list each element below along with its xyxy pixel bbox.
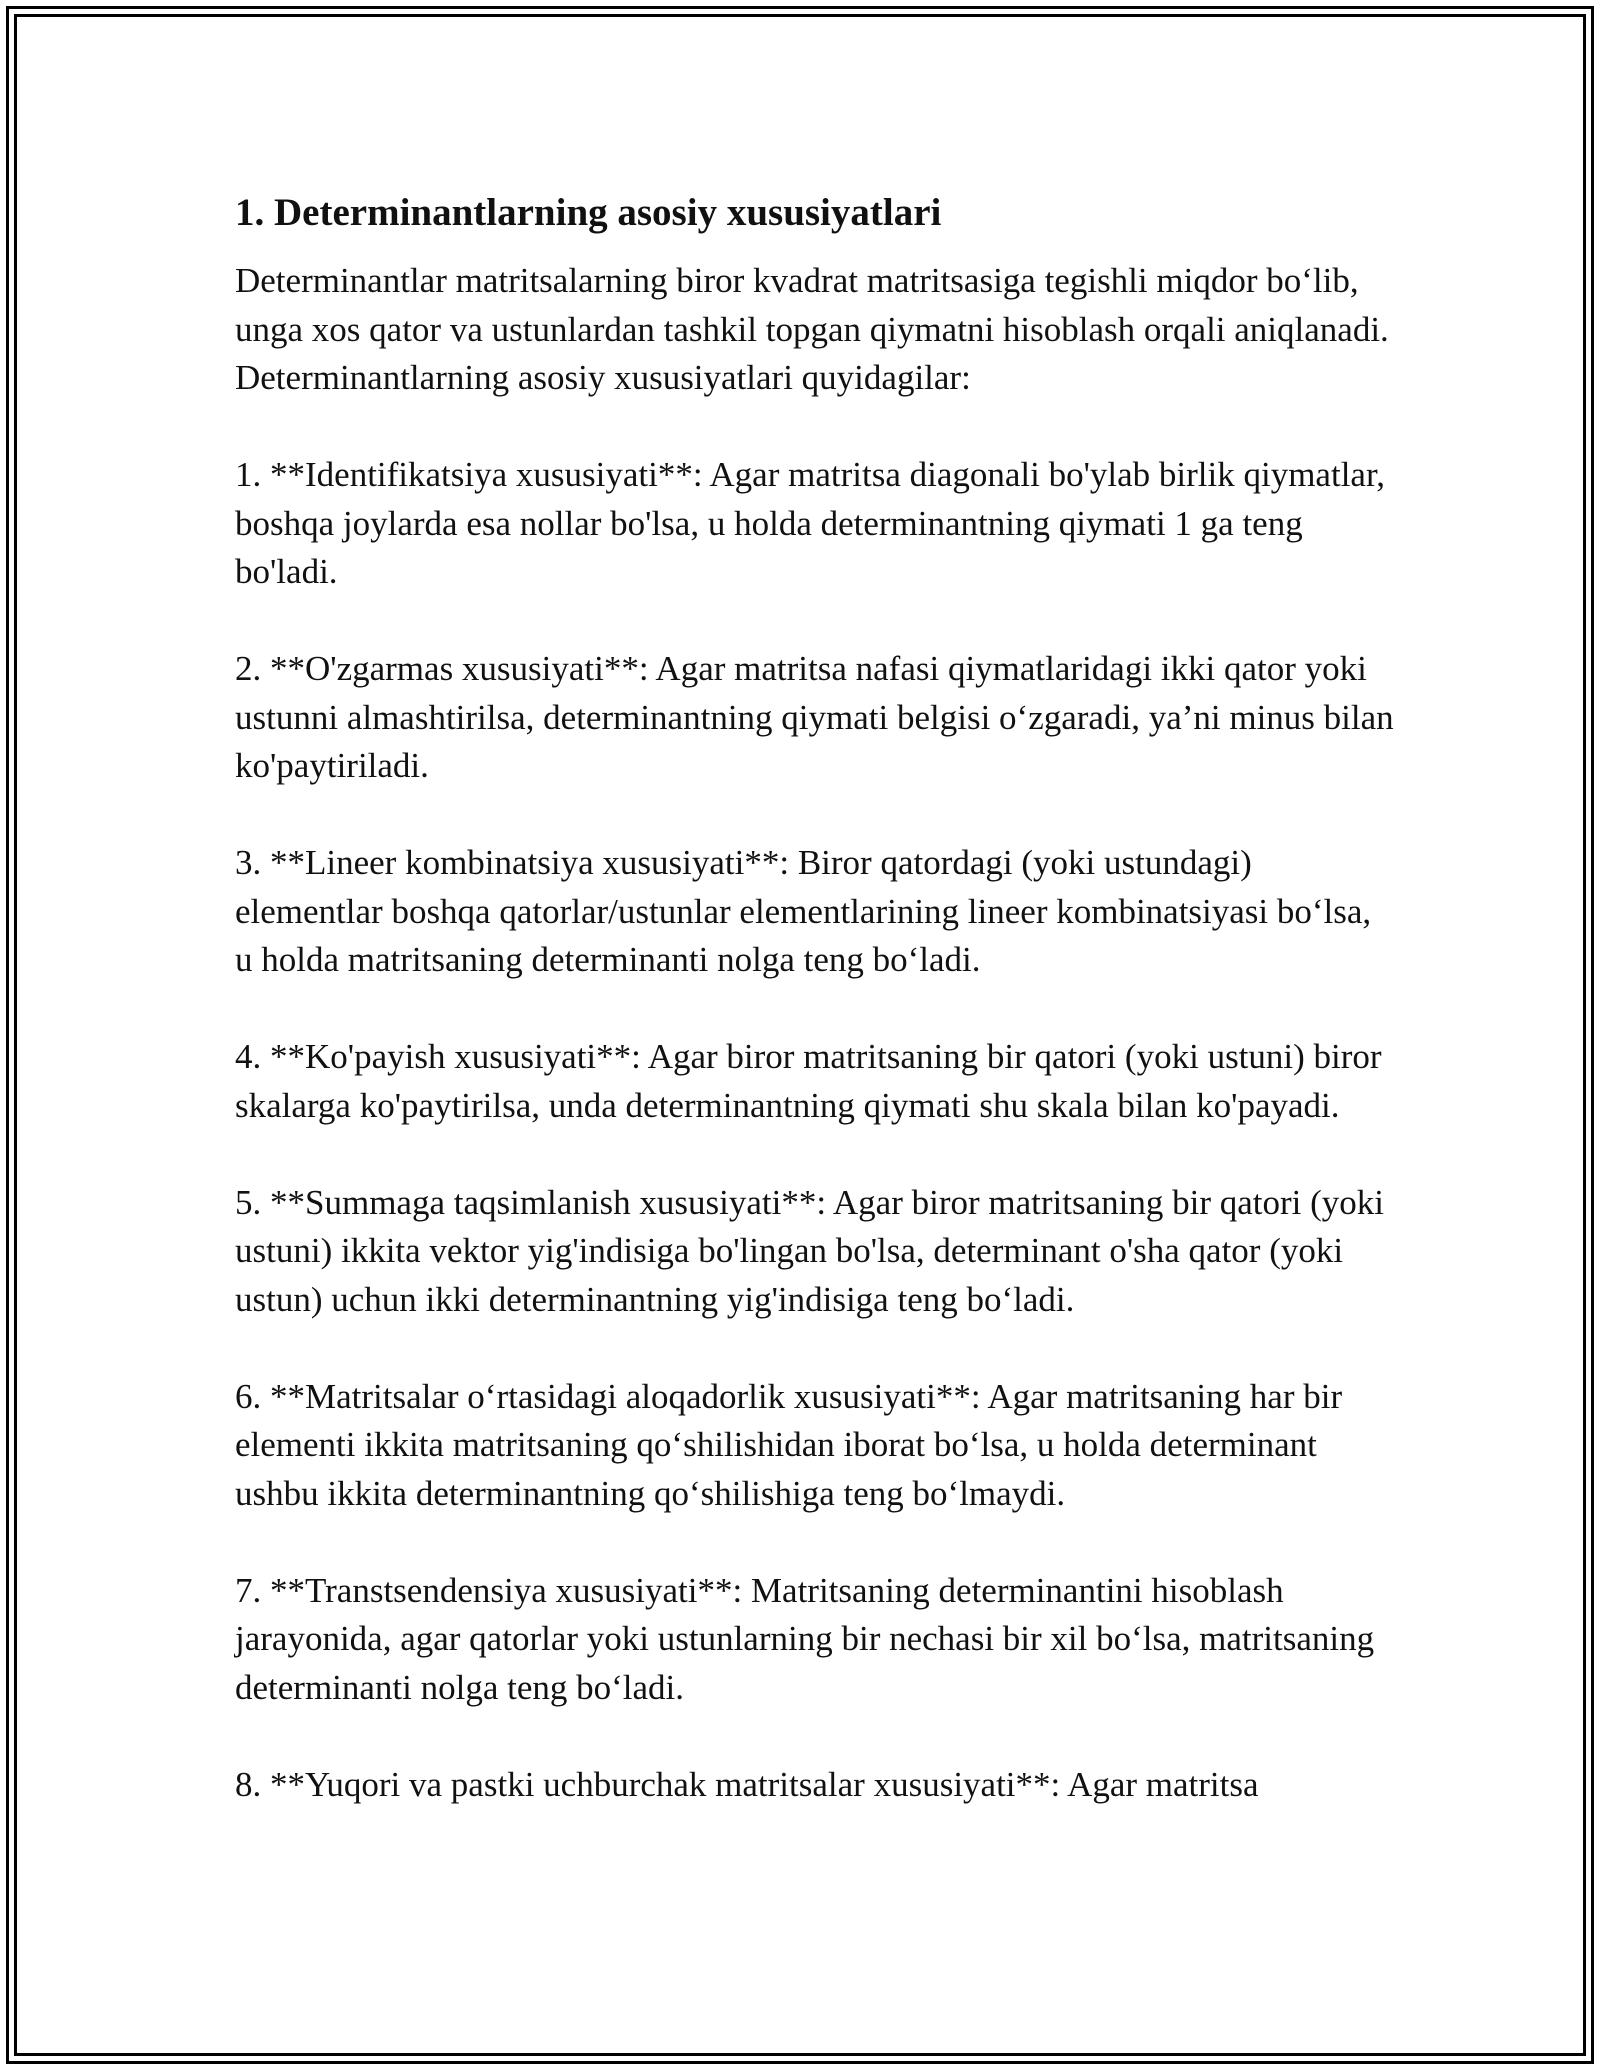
property-item-4: 4. **Ko'payish xususiyati**: Agar biror matritsaning bir qatori (yoki ustuni) biror skalarga ko'paytirilsa, unda determinantning qiymati shu skala bilan ko'payadi.: [235, 1037, 1382, 1125]
property-item-1: 1. **Identifikatsiya xususiyati**: Agar matritsa diagonali bo'ylab birlik qiymatlar, boshqa joylarda esa nollar bo'lsa, u holda determinantning qiymati 1 ga teng bo'ladi.: [235, 455, 1385, 591]
property-item-6: 6. **Matritsalar o‘rtasidagi aloqadorlik xususiyati**: Agar matritsaning har bir elementi ikkita matritsaning qo‘shilishidan iborat bo‘lsa, u holda determinant ushbu ikkita determinantning qo‘shilishiga teng bo‘lmaydi.: [235, 1376, 1343, 1513]
intro-paragraph: Determinantlar matritsalarning biror kvadrat matritsasiga tegishli miqdor bo‘lib, unga xos qator va ustunlardan tashkil topgan qiymatni hisoblash orqali aniqlanadi. Determinantlarning asosiy xususiyatlari quyidagilar:: [235, 261, 1389, 397]
property-item-2: 2. **O'zgarmas xususiyati**: Agar matritsa nafasi qiymatlaridagi ikki qator yoki ustunni almashtirilsa, determinantning qiymati belgisi o‘zgaradi, ya’ni minus bilan ko'paytiriladi.: [235, 649, 1394, 785]
document-body: [235, 187, 1395, 1858]
property-item-8: 8. **Yuqori va pastki uchburchak matritsalar xususiyati**: Agar matritsa: [235, 1764, 1259, 1804]
property-item-3: 3. **Lineer kombinatsiya xususiyati**: Biror qatordagi (yoki ustundagi) elementlar boshqa qatorlar/ustunlar elementlarining lineer kombinatsiyasi bo‘lsa, u holda matritsaning determinanti nolga teng bo‘ladi.: [235, 843, 1372, 979]
property-item-5: 5. **Summaga taqsimlanish xususiyati**: Agar biror matritsaning bir qatori (yoki ustuni) ikkita vektor yig'indisiga bo'lingan bo'lsa, determinant o'sha qator (yoki ustun) uchun ikki determinantning yig'indisiga teng bo‘ladi.: [235, 1182, 1385, 1319]
document-title: 1. Determinantlarning asosiy xususiyatlari: [235, 191, 942, 234]
property-item-7: 7. **Transtsendensiya xususiyati**: Matritsaning determinantini hisoblash jarayonida, agar qatorlar yoki ustunlarning bir nechasi bir xil bo‘lsa, matritsaning determinanti nolga teng bo‘ladi.: [235, 1570, 1375, 1707]
